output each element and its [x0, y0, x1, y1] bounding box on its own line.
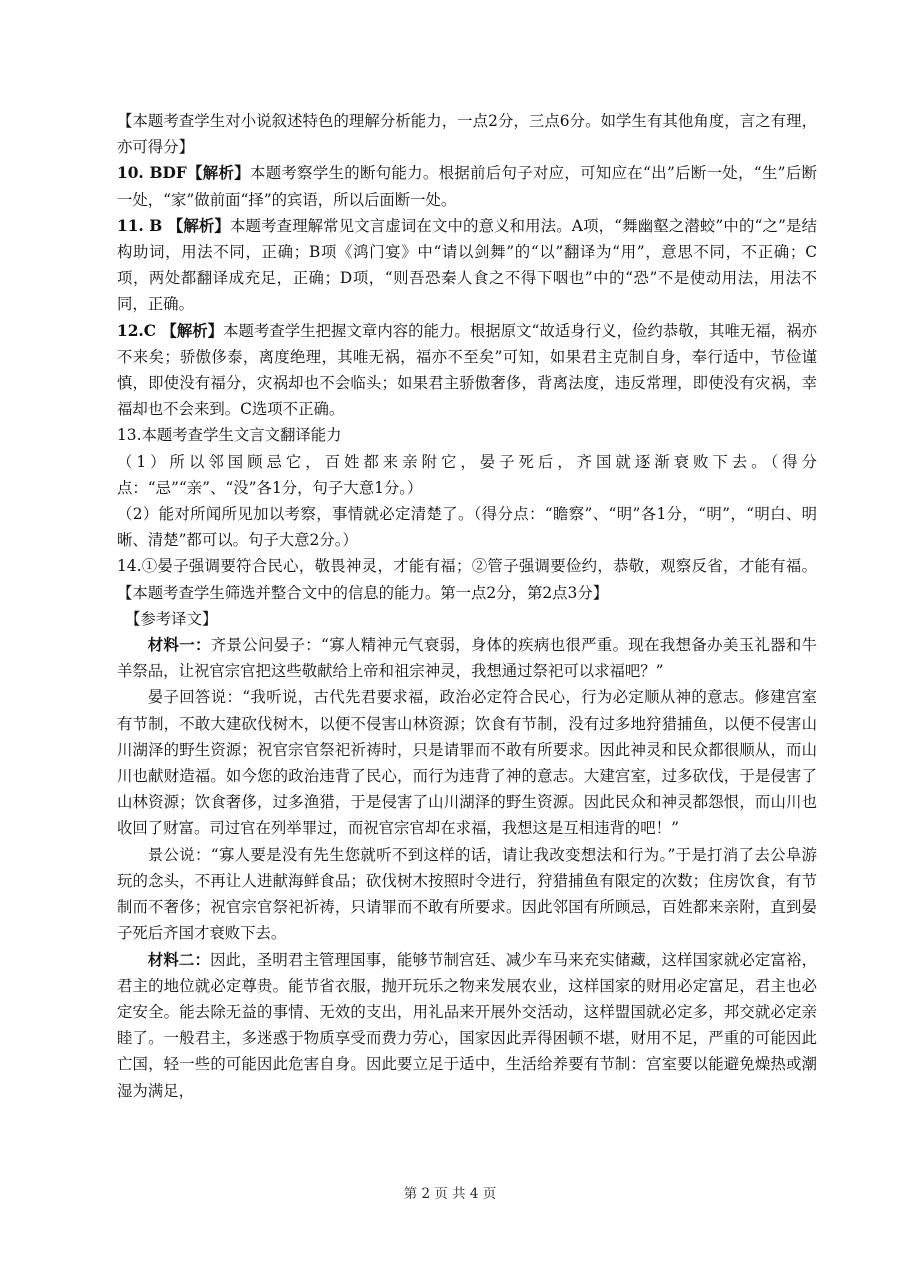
page-content [117, 108, 817, 1104]
question-13-answer-1: （1）所以邻国顾忌它，百姓都来亲附它，晏子死后，齐国就逐渐衰败下去。（得分点：“忌”“亲”、“没”各1分，句子大意1分。） [117, 452, 817, 497]
yanzi-reply-paragraph: 晏子回答说：“我听说，古代先君要求福，政治必定符合民心，行为必定顺从神的意志。修建宫室有节制，不敢大建砍伐树木，以便不侵害山林资源；饮食有节制，没有过多地狩猎捕鱼，以便不侵害山川湖泽的野生资源；祝官宗官祭祀祈祷时，只是请罪而不敢有所要求。因此神灵和民众都很顺从，而山川也献财造福。如今您的政治违背了民心，而行为违背了神的意志。大建宫室，过多砍伐，于是侵害了山林资源；饮食奢侈，过多渔猎，于是侵害了山川湖泽的野生资源。因此民众和神灵都怨恨，而山川也收回了财富。司过官在列举罪过，而祝官宗官却在求福，我想这是互相违背的吧！” [117, 688, 817, 838]
question-11-head: 11. B 【解析】 [117, 216, 230, 235]
material-1-text: 齐景公问晏子：“寡人精神元气衰弱，身体的疾病也很严重。现在我想备办美玉礼器和牛羊祭品，让祝官宗官把这些敬献给上帝和祖宗神灵，我想通过祭祀可以求福吧？” [117, 636, 817, 681]
question-13-title: 13.本题考查学生文言文翻译能力 [117, 426, 342, 445]
material-1 [117, 632, 817, 684]
page-footer: 第 2 页 共 4 页 [403, 1186, 497, 1202]
jinggong-paragraph: 景公说：“寡人要是没有先生您就听不到这样的话，请让我改变想法和行为。”于是打消了去公阜游玩的念头，不再让人进献海鲜食品；砍伐树木按照时令进行，狩猎捕鱼有限定的次数；住房饮食，有节制而不奢侈；祝官宗官祭祀祈祷，只请罪而不敢有所要求。因此邻国有所顾忌，百姓都来亲附，直到晏子死后齐国才衰败下去。 [117, 845, 817, 943]
question-13-answer-2: （2）能对所闻所见加以考察，事情就必定清楚了。（得分点：“瞻察”、“明”各1分，“明”，“明白、明晰、清楚”都可以。句子大意2分。） [117, 505, 817, 550]
question-12-head: 12.C 【解析】 [117, 321, 224, 340]
question-10 [117, 160, 817, 212]
material-2 [117, 947, 817, 1104]
intro-paragraph: 【本题考查学生对小说叙述特色的理解分析能力，一点2分，三点6分。如学生有其他角度，言之有理，亦可得分】 [117, 112, 817, 157]
reference-translation-title: 【参考译文】 [125, 609, 218, 628]
question-11-body: 本题考查理解常见文言虚词在文中的意义和用法。A项，“舞幽壑之潜蛟”中的“之”是结构助词，用法不同，正确；B项《鸿门宴》中“请以剑舞”的“以”翻译为“用”，意思不同，不正确；C项，两处都翻译成充足，正确；D项，“则吾恐秦人食之不得下咽也”中的“恐”不是使动用法，用法不同，正确。 [117, 216, 817, 314]
question-10-body: 本题考察学生的断句能力。根据前后句子对应，可知应在“出”后断一处，“生”后断一处，“家”做前面“择”的宾语，所以后面断一处。 [117, 164, 817, 209]
question-11 [117, 213, 817, 318]
question-12-body: 本题考查学生把握文章内容的能力。根据原文“故适身行义，俭约恭敬，其唯无福，祸亦不来矣；骄傲侈泰，离度绝理，其唯无祸，福亦不至矣”可知，如果君主克制自身，奉行适中，节俭谨慎，即使没有福分，灾祸却也不会临头；如果君主骄傲奢侈，背离法度，违反常理，即使没有灾祸，幸福却也不会来到。C选项不正确。 [117, 321, 817, 419]
question-14: 14.①晏子强调要符合民心，敬畏神灵，才能有福；②管子强调要俭约，恭敬，观察反省，才能有福。【本题考查学生筛选并整合文中的信息的能力。第一点2分，第2点3分】 [117, 557, 817, 602]
material-1-label: 材料一： [147, 636, 211, 655]
question-12 [117, 318, 817, 423]
material-2-label: 材料二： [147, 950, 211, 969]
material-2-text: 因此，圣明君主管理国事，能够节制宫廷、减少车马来充实储藏，这样国家就必定富裕，君主的地位就必定尊贵。能节省衣服，抛开玩乐之物来发展农业，这样国家的财用必定富足，君主也必定安全。能去除无益的事情、无效的支出，用礼品来开展外交活动，这样盟国就必定多，邦交就必定亲睦了。一般君主，多迷惑于物质享受而费力劳心，国家因此弄得困顿不堪，财用不足，严重的可能因此亡国，轻一些的可能因此危害自身。因此要立足于适中，生活给养要有节制：宫室要以能避免燥热或潮湿为满足， [117, 950, 817, 1100]
question-10-head: 10. BDF【解析】 [117, 164, 250, 183]
